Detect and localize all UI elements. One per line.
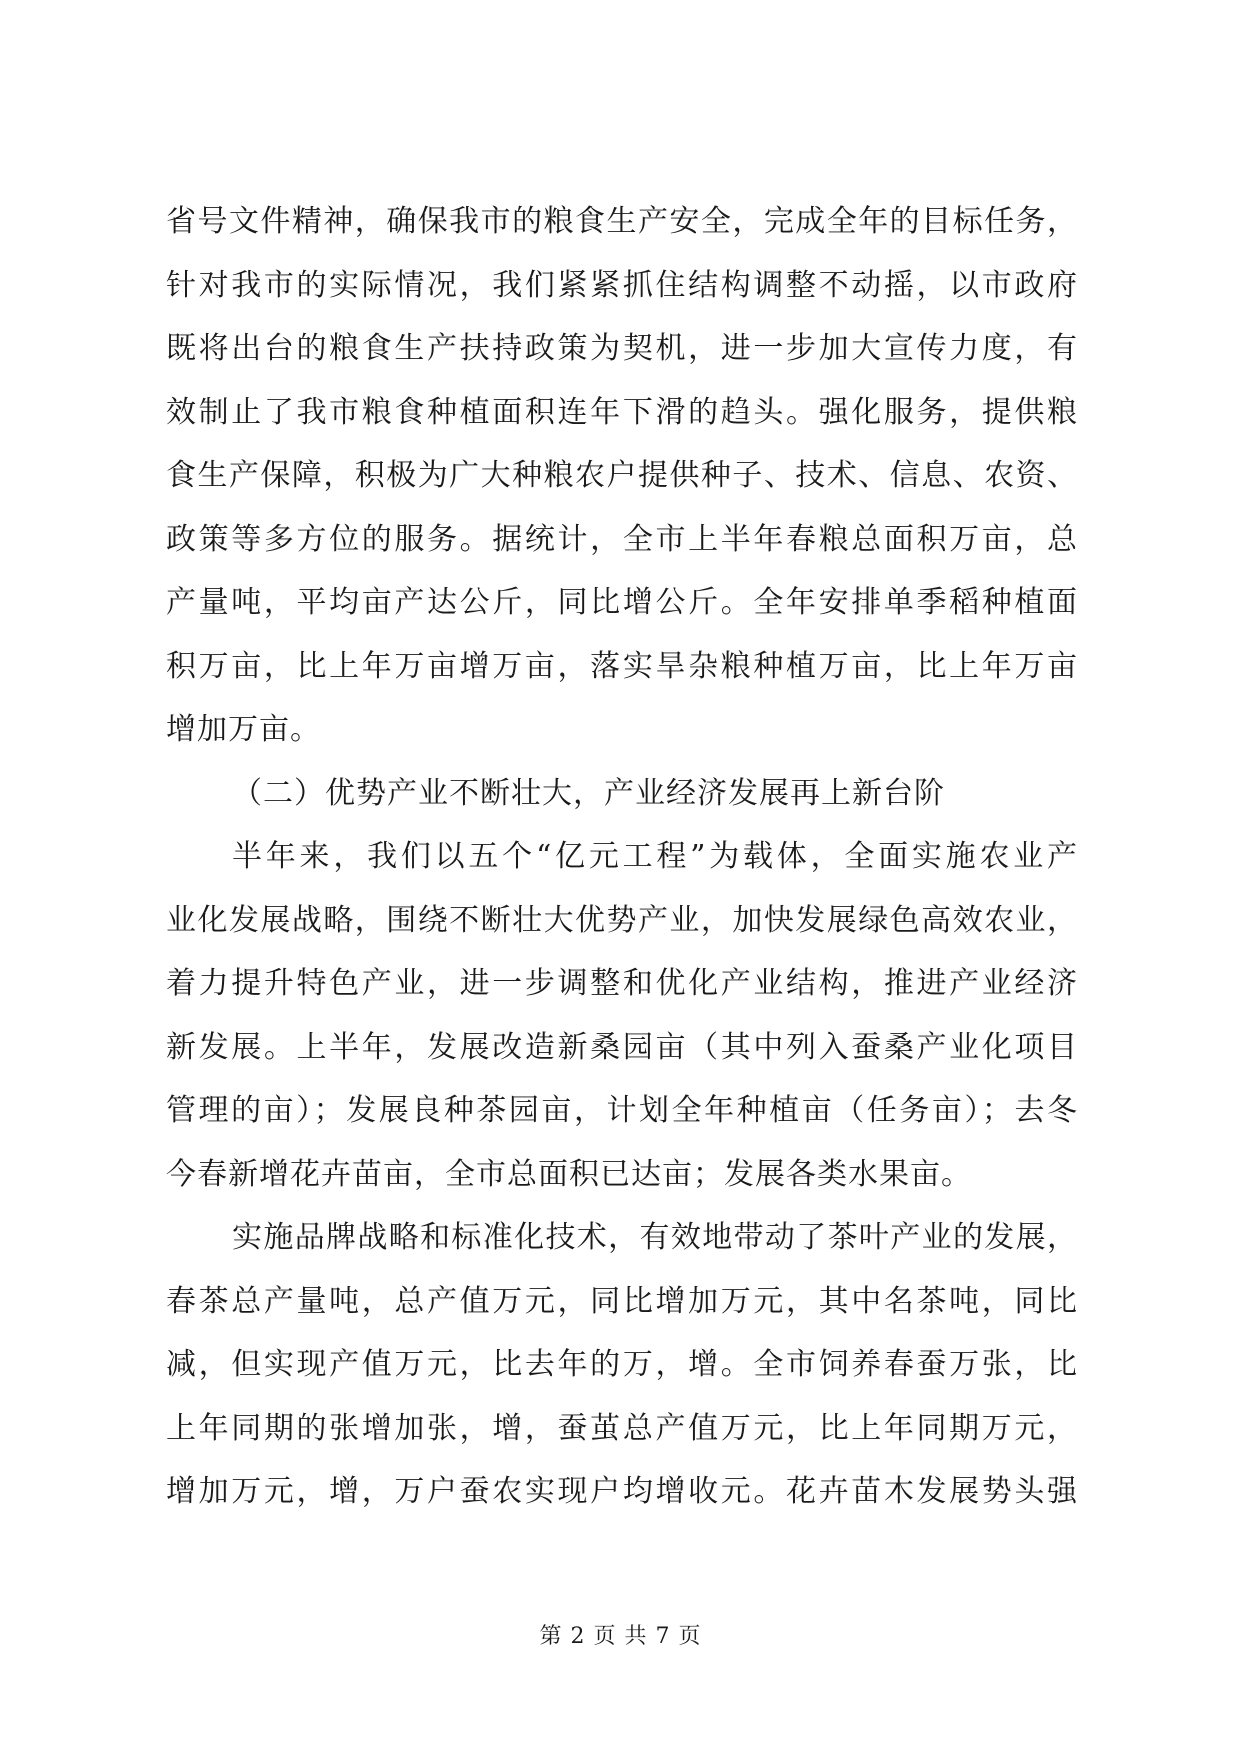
text-line: 实施品牌战略和标准化技术，有效地带动了茶叶产业的发展，: [232, 1220, 1078, 1255]
text-line: 上年同期的张增加张，增，蚕茧总产值万元，比上年同期万元，: [166, 1410, 1078, 1446]
text-line: 政策等多方位的服务。据统计，全市上半年春粮总面积万亩，总: [166, 521, 1078, 557]
text-line: 春茶总产量吨，总产值万元，同比增加万元，其中名茶吨，同比: [166, 1283, 1078, 1319]
text-line: 省号文件精神，确保我市的粮食生产安全，完成全年的目标任务，: [166, 204, 1078, 239]
text-line: 增加万亩。: [166, 712, 321, 747]
page-number-footer: 第 2 页 共 7 页: [539, 1624, 702, 1649]
text-line: 积万亩，比上年万亩增万亩，落实旱杂粮种植万亩，比上年万亩: [166, 648, 1078, 684]
text-line: 效制止了我市粮食种植面积连年下滑的趋头。强化服务，提供粮: [166, 394, 1078, 430]
document-body: [166, 190, 1078, 1524]
section-heading: （二）优势产业不断壮大，产业经济发展再上新台阶: [232, 775, 945, 811]
text-line: 针对我市的实际情况，我们紧紧抓住结构调整不动摇，以市政府: [166, 267, 1078, 303]
text-line: 管理的亩）；发展良种茶园亩，计划全年种植亩（任务亩）；去冬: [166, 1093, 1078, 1128]
text-line: 增加万元，增，万户蚕农实现户均增收元。花卉苗木发展势头强: [166, 1474, 1078, 1509]
text-line: 半年来，我们以五个“亿元工程”为载体，全面实施农业产: [232, 839, 1078, 874]
text-line: 既将出台的粮食生产扶持政策为契机，进一步加大宣传力度，有: [166, 331, 1078, 366]
text-line: 业化发展战略，围绕不断壮大优势产业，加快发展绿色高效农业，: [166, 902, 1078, 938]
text-line: 着力提升特色产业，进一步调整和优化产业结构，推进产业经济: [166, 966, 1078, 1001]
text-line: 产量吨，平均亩产达公斤，同比增公斤。全年安排单季稻种植面: [166, 585, 1078, 620]
text-line: 新发展。上半年，发展改造新桑园亩（其中列入蚕桑产业化项目: [166, 1029, 1078, 1065]
text-line: 减，但实现产值万元，比去年的万，增。全市饲养春蚕万张，比: [166, 1347, 1078, 1382]
text-line: 今春新增花卉苗亩，全市总面积已达亩；发展各类水果亩。: [166, 1156, 972, 1192]
text-line: 食生产保障，积极为广大种粮农户提供种子、技术、信息、农资、: [166, 458, 1078, 493]
